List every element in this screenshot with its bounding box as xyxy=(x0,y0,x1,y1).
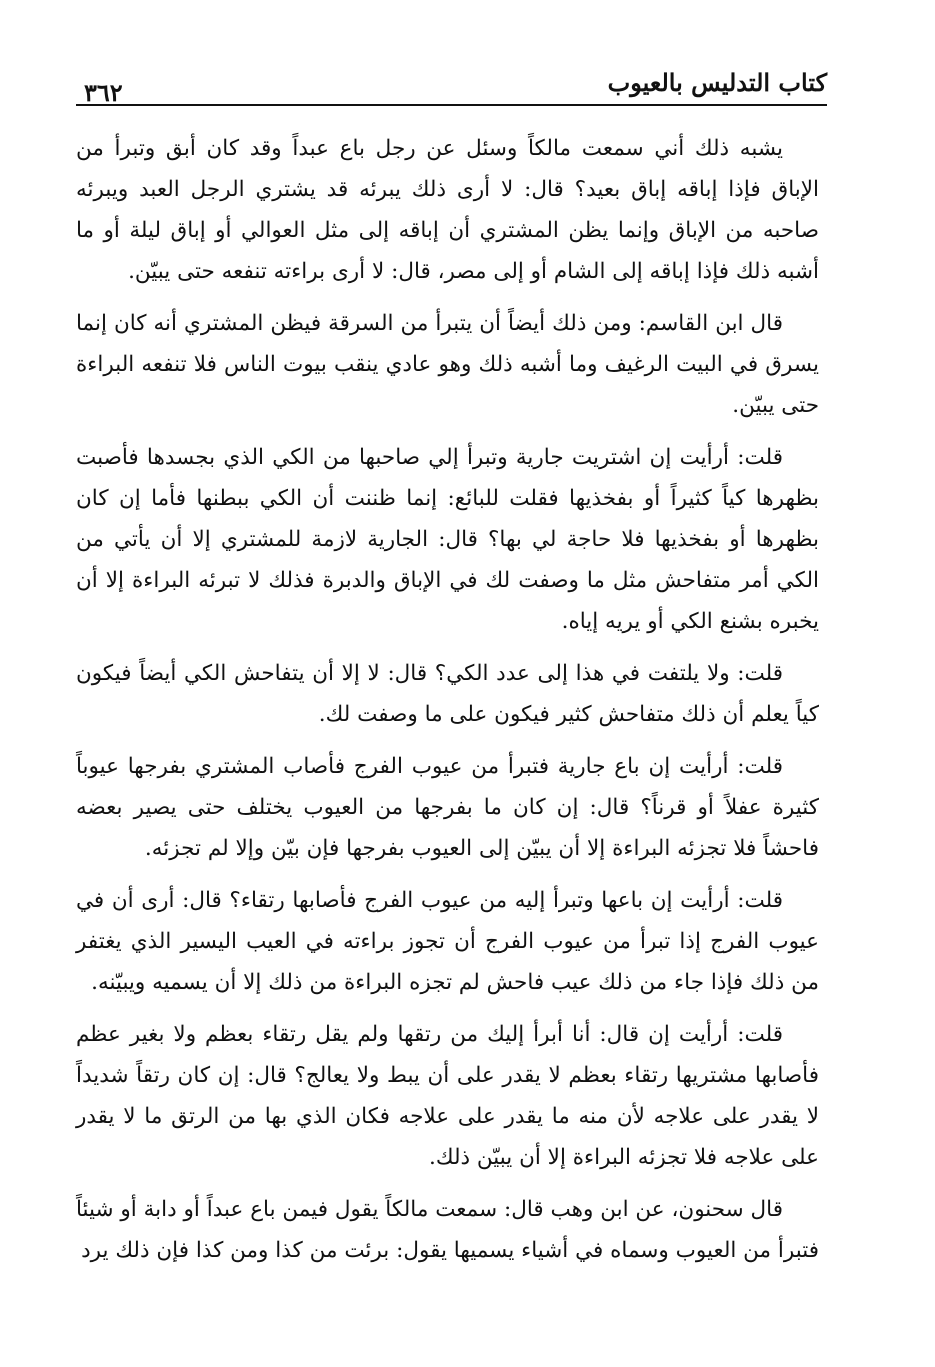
paragraph: قلت: أرأيت إن اشتريت جارية وتبرأ إلي صاحبها من الكي الذي بجسدها فأصبت بظهرها كياً كثيراً أو بفخذيها فقلت للبائع: إنما ظننت أن الكي ببطنها فأما إن كان بظهرها أو بفخذيها فلا حاجة لي بها؟ قال: الجارية لازمة للمشتري إلا أن يأتي من الكي أمر متفاحش مثل ما وصفت لك في الإباق والدبرة فذلك لا تبرئه البراءة إلا أن يخبره بشنع الكي أو يريه إياه. xyxy=(76,445,819,634)
paragraph: قلت: أرأيت إن قال: أنا أبرأ إليك من رتقها ولم يقل رتقاء بعظم ولا بغير عظم فأصابها مشتريها رتقاء بعظم لا يقدر على أن يبط ولا يعالج؟ قال: إن كان رتقاً شديداً لا يقدر على علاجه لأن منه ما يقدر على علاجه فكان الذي بها من الرتق ما لا يقدر على علاجه فلا تجزئه البراءة إلا أن يبيّن ذلك. xyxy=(76,1022,819,1170)
paragraph: قال ابن القاسم: ومن ذلك أيضاً أن يتبرأ من السرقة فيظن المشتري أنه كان إنما يسرق في البيت الرغيف وما أشبه ذلك وهو عادي ينقب بيوت الناس فلا تنفعه البراءة حتى يبيّن. xyxy=(76,311,819,418)
body-text xyxy=(76,128,819,1282)
header-divider xyxy=(76,104,827,106)
paragraph: يشبه ذلك أني سمعت مالكاً وسئل عن رجل باع عبداً وقد كان أبق وتبرأ من الإباق فإذا إباقه إباق بعيد؟ قال: لا أرى ذلك يبرئه قد يشتري الرجل العبد ويبرئه صاحبه من الإباق وإنما يظن المشتري أن إباقه إلى مثل العوالي أو إباق ليلة أو ما أشبه ذلك فإذا إباقه إلى الشام أو إلى مصر، قال: لا أرى براءته تنفعه حتى يبيّن. xyxy=(76,136,819,284)
page-number: ٣٦٢ xyxy=(84,78,123,107)
page-header xyxy=(76,62,827,107)
paragraph: قلت: أرأيت إن باعها وتبرأ إليه من عيوب الفرج فأصابها رتقاء؟ قال: أرى أن في عيوب الفرج إذا تبرأ من عيوب الفرج أن تجوز براءته في العيب اليسير الذي يغتفر من ذلك فإذا جاء من ذلك عيب فاحش لم تجزه البراءة من ذلك إلا أن يسميه ويبيّنه. xyxy=(76,888,819,995)
paragraph: قلت: أرأيت إن باع جارية فتبرأ من عيوب الفرج فأصاب المشتري بفرجها عيوباً كثيرة عفلاً أو قرناً؟ قال: إن كان ما بفرجها من العيوب يختلف حتى يصير بعضه فاحشاً فلا تجزئه البراءة إلا أن يبيّن إلى العيوب بفرجها فإن بيّن وإلا لم تجزئه. xyxy=(76,754,819,861)
paragraph: قلت: ولا يلتفت في هذا إلى عدد الكي؟ قال: لا إلا أن يتفاحش الكي أيضاً فيكون كياً يعلم أن ذلك متفاحش كثير فيكون على ما وصفت لك. xyxy=(76,661,819,727)
running-title: كتاب التدليس بالعيوب xyxy=(607,68,827,97)
paragraph: قال سحنون، عن ابن وهب قال: سمعت مالكاً يقول فيمن باع عبداً أو دابة أو شيئاً فتبرأ من العيوب وسماه في أشياء يسميها يقول: برئت من كذا ومن كذا فإن ذلك يرد xyxy=(76,1197,819,1263)
